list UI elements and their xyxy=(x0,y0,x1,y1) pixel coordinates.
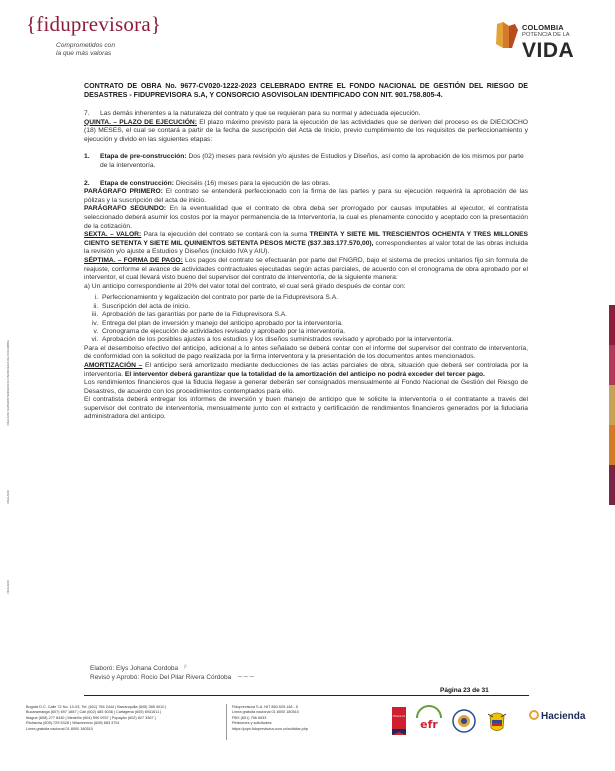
hacienda-mark-icon xyxy=(529,710,539,720)
etapa-label: Etapa de construcción: xyxy=(100,179,174,187)
clause-heading: AMORTIZACIÓN – xyxy=(84,361,143,369)
hacienda-logo xyxy=(529,710,585,722)
footer-line: Riohacha (605) 729 5328 | Villavicencio (608) 683 3751 xyxy=(26,721,120,726)
sidebar-vigilado-superfinanciera: VIGILADO SUPERINTENDENCIA FINANCIERA DE COLOMBIA xyxy=(6,340,10,427)
clause-heading: PARÁGRAFO SEGUNDO: xyxy=(84,205,167,213)
list-item: ii. Suscripción del acta de inicio. xyxy=(100,303,528,311)
clause-text: Los pagos del contrato se efectuarán por parte del FNGRD, bajo el sistema de precios unitarios fijo sin formula de reajuste, conforme el avance de actividades contractuales ejecutadas según actas parciales, de acuerdo con el cronograma de obra aprobado por el interventor, el cual llevará visto bueno del supervisor del contrato de interventoría, de la siguiente manera: xyxy=(84,256,529,282)
item-number: 7. xyxy=(84,110,90,117)
brand-stripe-3 xyxy=(609,385,615,425)
footer-contact xyxy=(232,705,382,732)
hacienda-text: Hacienda xyxy=(541,711,586,722)
footer-line: Ibagué (608) 277 8430 | Medellín (604) 590 0937 | Popayán (602) 827 3367 | xyxy=(26,715,156,720)
signature-scribble-icon: ~~~ xyxy=(237,673,255,681)
etapa-1 xyxy=(84,153,528,170)
footer-line: Línea gratuita nacional 01 8000 180510 xyxy=(232,710,299,715)
page-number: Página 23 de 31 xyxy=(440,687,489,694)
document-body xyxy=(84,82,528,422)
clause-emphasis: El interventor deberá garantizar que la totalidad de la amortización del anticipo no podrá exceder del tercer pago. xyxy=(124,370,485,378)
clause-septima xyxy=(84,257,528,283)
footer-line: Bogotá D.C. Calle 72 No. 10-03, Tel. (601) 756 2444 | Barranquilla (605) 385 4010 | xyxy=(26,705,167,709)
list-item: iii. Aprobación de las garantías por parte de la Fiduprevisora S.A. xyxy=(100,311,528,319)
clause-heading: SEXTA. – VALOR: xyxy=(84,231,142,239)
anticipo-requirements-list xyxy=(84,294,528,344)
footer-line: Línea gratuita nacional 01 8000 180510 xyxy=(26,726,93,731)
clause-text: Para la ejecución del contrato se contará con la suma xyxy=(143,231,308,239)
brand-stripe-4 xyxy=(609,425,615,465)
footer-separator xyxy=(226,704,227,740)
item-text: Las demás inherentes a la naturaleza del contrato y que se requieran para su normal y adecuada ejecución. xyxy=(100,110,421,117)
item-number: 1. xyxy=(84,153,90,161)
badge-text: Great Place to Work xyxy=(384,714,414,718)
tagline-line-1: Comprometidos con xyxy=(56,42,116,49)
item-number: 2. xyxy=(84,179,90,187)
efr-text: efr xyxy=(420,718,438,731)
clause-text: correspondientes al valor total de las obras incluida la revisión y/o ajuste a Estudios y Diseños (incluido IVA y AIU). xyxy=(84,239,529,256)
clause-heading: PARÁGRAFO PRIMERO: xyxy=(84,188,163,196)
clause-sexta xyxy=(84,231,528,257)
clause-quinta xyxy=(84,119,528,145)
footer-offices xyxy=(26,705,216,732)
footer-badges xyxy=(384,707,518,735)
clause-text: El anticipo será amortizado mediante deducciones de las actas parciales de obra, situación que deberá ser controlada por la interventoría. xyxy=(84,361,528,378)
informes-paragraph: El contratista deberá entregar los informes de inversión y buen manejo de anticipo que le solicite la interventoría o el contratante a través del supervisor del contrato de interventoría, mensualmente junto con el extracto y certificación de rendimientos financieros generados por la fiduciaria administradora del anticipo. xyxy=(84,396,528,421)
fiduprevisora-logo: {fiduprevisora} xyxy=(26,12,162,36)
rendimientos-paragraph: Los rendimientos financieros que la fiducia llegase a generar deberán ser consignados mensualmente al Fondo Nacional de Gestión del Riesgo de Desastres, de acuerdo con los procedimientos contemplados para ello. xyxy=(84,379,528,395)
paragrafo-segundo xyxy=(84,205,528,231)
brand-stripe-5 xyxy=(609,465,615,505)
clause-text: El contrato se entenderá perfeccionado con la firma de las partes y para su ejecución requerirá la aprobación de las pólizas y la suscripción del acta de inicio. xyxy=(84,188,529,204)
footer-line: Peticiones y solicitudes: xyxy=(232,721,273,726)
etapa-label: Etapa de pre-construcción: xyxy=(100,153,187,161)
etapa-text: Dos (02) meses para revisión y/o ajustes de Estudios y Diseños, así como la aprobación de los mismos por parte de la interventoría. xyxy=(100,153,524,169)
amortizacion-paragraph xyxy=(84,362,528,379)
great-place-to-work-badge-icon xyxy=(384,707,414,735)
footer-line: Fiduprevisora S.A. NIT 860.525.148 - 5 xyxy=(232,705,298,709)
gov-logo-line-1: COLOMBIA xyxy=(522,23,564,32)
etapa-text: Dieciséis (16) meses para la ejecución de las obras. xyxy=(175,179,331,187)
clause-heading: QUINTA. – PLAZO DE EJECUCIÓN: xyxy=(84,118,197,126)
signoff xyxy=(90,664,255,682)
certification-seal-icon xyxy=(452,709,476,733)
clause-text: En la eventualidad que el contrato de obra deba ser prorrogado por causas imputables al ejecutor, el contratista seleccionado deberá asumir los costos por la mayor permanencia de la Interventoría, la cual es plenamente conocido y aceptado con la presentación de la cotización. xyxy=(84,205,529,230)
clause-item-7 xyxy=(84,110,528,119)
reviso-line: Revisó y Aprobó: Rocio Del Pilar Rivera Córdoba xyxy=(90,674,232,681)
contract-amount: TREINTA Y SIETE MIL TRESCIENTOS OCHENTA Y TRES MILLONES CIENTO SETENTA Y SIETE MIL QUINIENTOS SETENTA PESOS M/CTE ($37.383.177.570,00), xyxy=(84,231,529,247)
list-item: vi. Aprobación de los posibles ajustes a los estudios y los diseños suministrados revisado y aprobado por la interventoría. xyxy=(100,336,528,344)
list-item: v. Cronograma de ejecución de actividades revisado y aprobado por la interventoría. xyxy=(100,328,528,336)
footer-divider xyxy=(84,695,529,696)
brand-stripe-2 xyxy=(609,345,615,385)
signature-mark-icon: ᵝ xyxy=(184,664,187,672)
tagline-line-2: la que más valoras xyxy=(56,50,112,57)
footer-line: PBX (601) 756 6633 xyxy=(232,715,267,720)
paragrafo-primero xyxy=(84,188,528,205)
desembolso-paragraph: Para el desembolso efectivo del anticipo, adicional a lo antes señalado se deberá contar con el informe del supervisor del contrato de interventoría, de conformidad con la solicitud de pago realizada por la firma interventora y la presentación de los documentos antes mencionados. xyxy=(84,344,528,361)
footer-line: Bucaramanga (607) 697 1687 | Cali (602) 485 5036 | Cartagena (605) 6931611 | xyxy=(26,710,162,715)
colombia-coat-of-arms-icon xyxy=(484,708,510,734)
colombia-potencia-vida-logo xyxy=(522,24,574,61)
logo-tagline xyxy=(56,42,115,58)
sidebar-vigilado-1: VIGILADO xyxy=(6,490,10,505)
elaboro-line: Elaboró: Elys Johana Cordoba xyxy=(90,665,179,672)
sidebar-vigilado-2: VIGILADO xyxy=(6,580,10,595)
document-title: CONTRATO DE OBRA No. 9677-CV020-1222-2023 CELEBRADO ENTRE EL FONDO NACIONAL DE GESTIÓN DEL RIESGO DE DESASTRES - FIDUPREVISORA S.A, Y CONSORCIO ASOVISOLAN IDENTIFICADO CON NIT. 901.758.805-4. xyxy=(84,82,528,99)
left-sidebar xyxy=(4,340,16,640)
gov-logo-line-3: VIDA xyxy=(522,39,575,63)
pqrs-link[interactable]: https://pqrs.fiduprevisora.com.co/solicitar.php xyxy=(232,726,308,731)
clause-heading: SÉPTIMA. – FORMA DE PAGO: xyxy=(84,256,183,264)
clause-text: El plazo máximo previsto para la ejecución de las actividades que se deriven del proceso es de DIECIOCHO (18) MESES, el cual se contará a partir de la fecha de suscripción del Acta de Inicio, previo cumplimiento de los requisitos de perfeccionamiento y ejecución y divido en las siguientes etapas: xyxy=(84,118,529,143)
efr-badge-icon xyxy=(414,708,444,734)
gov-logo-line-2: POTENCIA DE LA xyxy=(522,32,570,39)
list-item: i. Perfeccionamiento y legalización del contrato por parte de la Fiduprevisora S.A. xyxy=(100,294,528,302)
etapa-2 xyxy=(84,180,528,189)
colombia-vida-icon xyxy=(493,20,519,50)
list-item: iv. Entrega del plan de inversión y manejo del anticipo aprobado por la interventoría. xyxy=(100,320,528,328)
brand-stripe-1 xyxy=(609,305,615,345)
anticipo-intro: a) Un anticipo correspondiente al 20% del valor total del contrato, el cual será girado después de contar con: xyxy=(84,282,406,290)
